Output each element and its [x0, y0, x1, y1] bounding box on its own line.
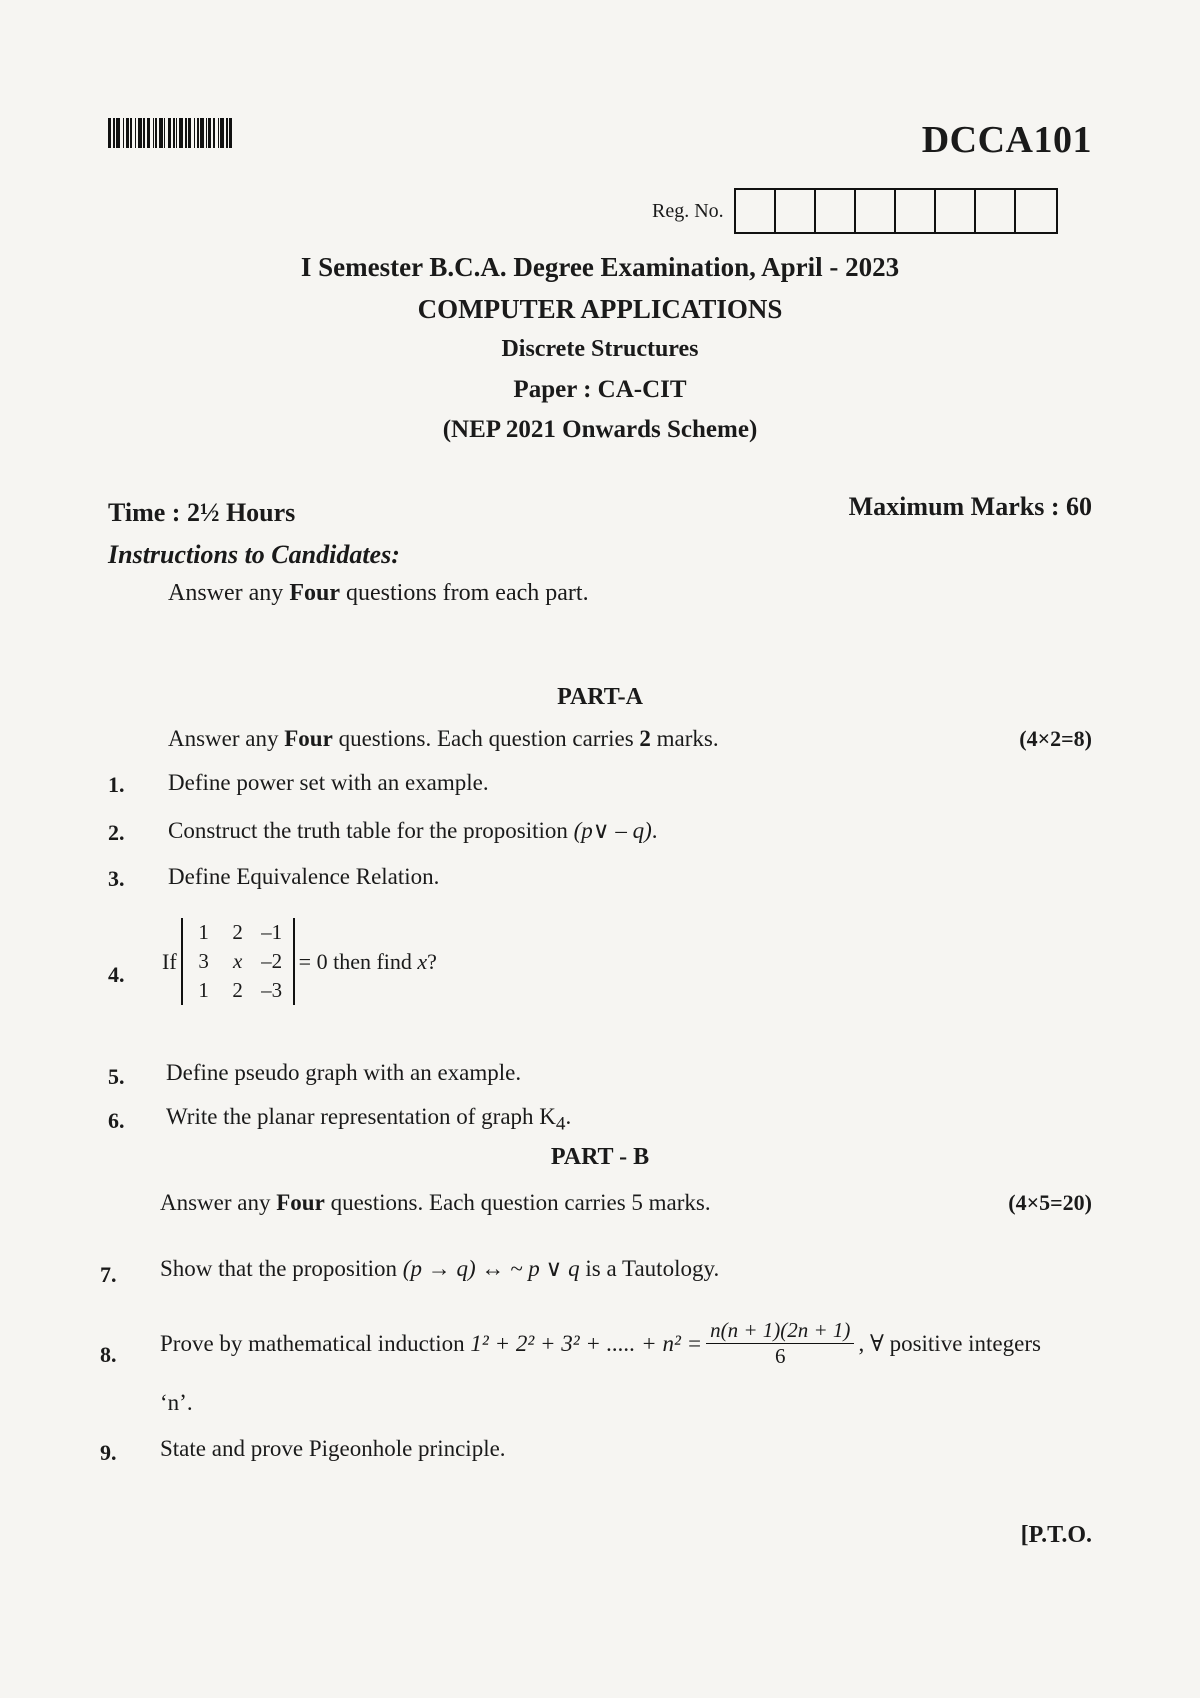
matrix-cell: 1 [198, 920, 209, 944]
pb-pre: Answer any [160, 1190, 277, 1215]
subject-title: COMPUTER APPLICATIONS [417, 294, 783, 324]
exam-title: I Semester B.C.A. Degree Examination, April - 2023 [300, 252, 900, 282]
instr-bold: Four [289, 580, 340, 606]
q8-text [160, 1318, 1041, 1369]
matrix-cell: x [232, 949, 243, 973]
paper-code: DCCA101 [921, 119, 1092, 161]
q7-pre: Show that the proposition [160, 1256, 398, 1281]
reg-digit-box [856, 190, 896, 232]
fraction-numerator: n(n + 1)(2n + 1) [706, 1318, 854, 1344]
reg-digit-box [736, 190, 776, 232]
reg-digit-box [816, 190, 856, 232]
instructions-heading: Instructions to Candidates: [108, 540, 400, 569]
q8-continuation: ‘n’. [160, 1390, 193, 1415]
reg-digit-box [936, 190, 976, 232]
q7-text [160, 1256, 719, 1282]
q6-text [166, 1104, 571, 1136]
time-allowed: Time : 2½ Hours [108, 498, 296, 527]
scheme-title: (NEP 2021 Onwards Scheme) [442, 416, 758, 443]
reg-digit-box [976, 190, 1016, 232]
q8-fraction [706, 1318, 854, 1369]
q8-post: , ∀ positive integers [858, 1330, 1041, 1356]
part-a-marks: (4×2=8) [1019, 726, 1092, 751]
q4-pre: If [162, 948, 177, 974]
q6-sub: 4 [555, 1113, 566, 1135]
q6-main: Write the planar representation of graph K [166, 1104, 556, 1129]
pa-bold2: 2 [639, 726, 651, 751]
reg-no [652, 188, 1058, 234]
reg-label: Reg. No. [652, 199, 724, 222]
q2-tail: . [651, 818, 658, 843]
q4-question-mark: ? [427, 948, 437, 974]
max-marks: Maximum Marks : 60 [848, 492, 1092, 521]
pa-mid: questions. Each question carries [332, 726, 640, 751]
q8-math: 1² + 2² + 3² + ..... + n² = [470, 1330, 703, 1356]
q4-post: then find [333, 948, 412, 974]
q2-math: (p∨ – q) [573, 818, 652, 843]
matrix-cell: 2 [232, 978, 243, 1002]
q3-text: Define Equivalence Relation. [168, 864, 440, 889]
fraction-denominator: 6 [775, 1344, 786, 1368]
part-b-marks: (4×5=20) [1008, 1190, 1092, 1215]
instr-pre: Answer any [168, 580, 290, 606]
part-b-heading: PART - B [550, 1144, 650, 1170]
q1-number: 1. [108, 772, 125, 797]
matrix-cell: 1 [198, 978, 209, 1002]
pb-post: marks. [642, 1190, 711, 1215]
matrix-cell: –3 [261, 978, 283, 1002]
q2-text [168, 818, 658, 844]
reg-boxes [734, 188, 1058, 234]
q2-main: Construct the truth table for the proposition [168, 818, 568, 843]
q8-number: 8. [100, 1342, 117, 1367]
pb-bold1: Four [276, 1190, 325, 1215]
q4-determinant [162, 918, 437, 1005]
q4-var: x [417, 948, 428, 974]
part-a-heading: PART-A [557, 684, 643, 710]
course-title: Discrete Structures [501, 336, 699, 362]
pa-pre: Answer any [168, 726, 285, 751]
reg-digit-box [896, 190, 936, 232]
matrix-cell: –1 [261, 920, 283, 944]
part-b-instructions [160, 1190, 711, 1216]
reg-digit-box [1016, 190, 1056, 232]
q5-number: 5. [108, 1064, 125, 1089]
matrix-cell: 2 [232, 920, 243, 944]
part-a-instructions [168, 726, 719, 752]
instr-post: questions from each part. [339, 580, 589, 606]
q7-number: 7. [100, 1262, 117, 1287]
pa-bold1: Four [284, 726, 333, 751]
q3-number: 3. [108, 866, 125, 891]
pb-num: 5 [631, 1190, 643, 1215]
q8-pre: Prove by mathematical induction [160, 1330, 465, 1356]
pb-mid: questions. Each question carries [324, 1190, 632, 1215]
instructions-text [168, 580, 589, 607]
q9-number: 9. [100, 1440, 117, 1465]
q1-text: Define power set with an example. [168, 770, 489, 795]
paper-title: Paper : CA-CIT [513, 376, 687, 403]
q4-equals: = 0 [298, 948, 328, 974]
q7-post: is a Tautology. [585, 1256, 720, 1281]
barcode [108, 118, 278, 148]
determinant-matrix [181, 918, 295, 1005]
q4-number: 4. [108, 962, 125, 987]
matrix-cell: 3 [198, 949, 209, 973]
q9-text: State and prove Pigeonhole principle. [160, 1436, 506, 1461]
matrix-cell: –2 [261, 949, 283, 973]
q5-text: Define pseudo graph with an example. [166, 1060, 522, 1085]
q6-number: 6. [108, 1108, 125, 1133]
q6-tail: . [565, 1104, 572, 1129]
q2-number: 2. [108, 820, 125, 845]
pa-post: marks. [650, 726, 719, 751]
q7-math: (p → q) ↔ ~ p ∨ q [402, 1256, 580, 1281]
reg-digit-box [776, 190, 816, 232]
pto-marker: [P.T.O. [1020, 1522, 1092, 1548]
